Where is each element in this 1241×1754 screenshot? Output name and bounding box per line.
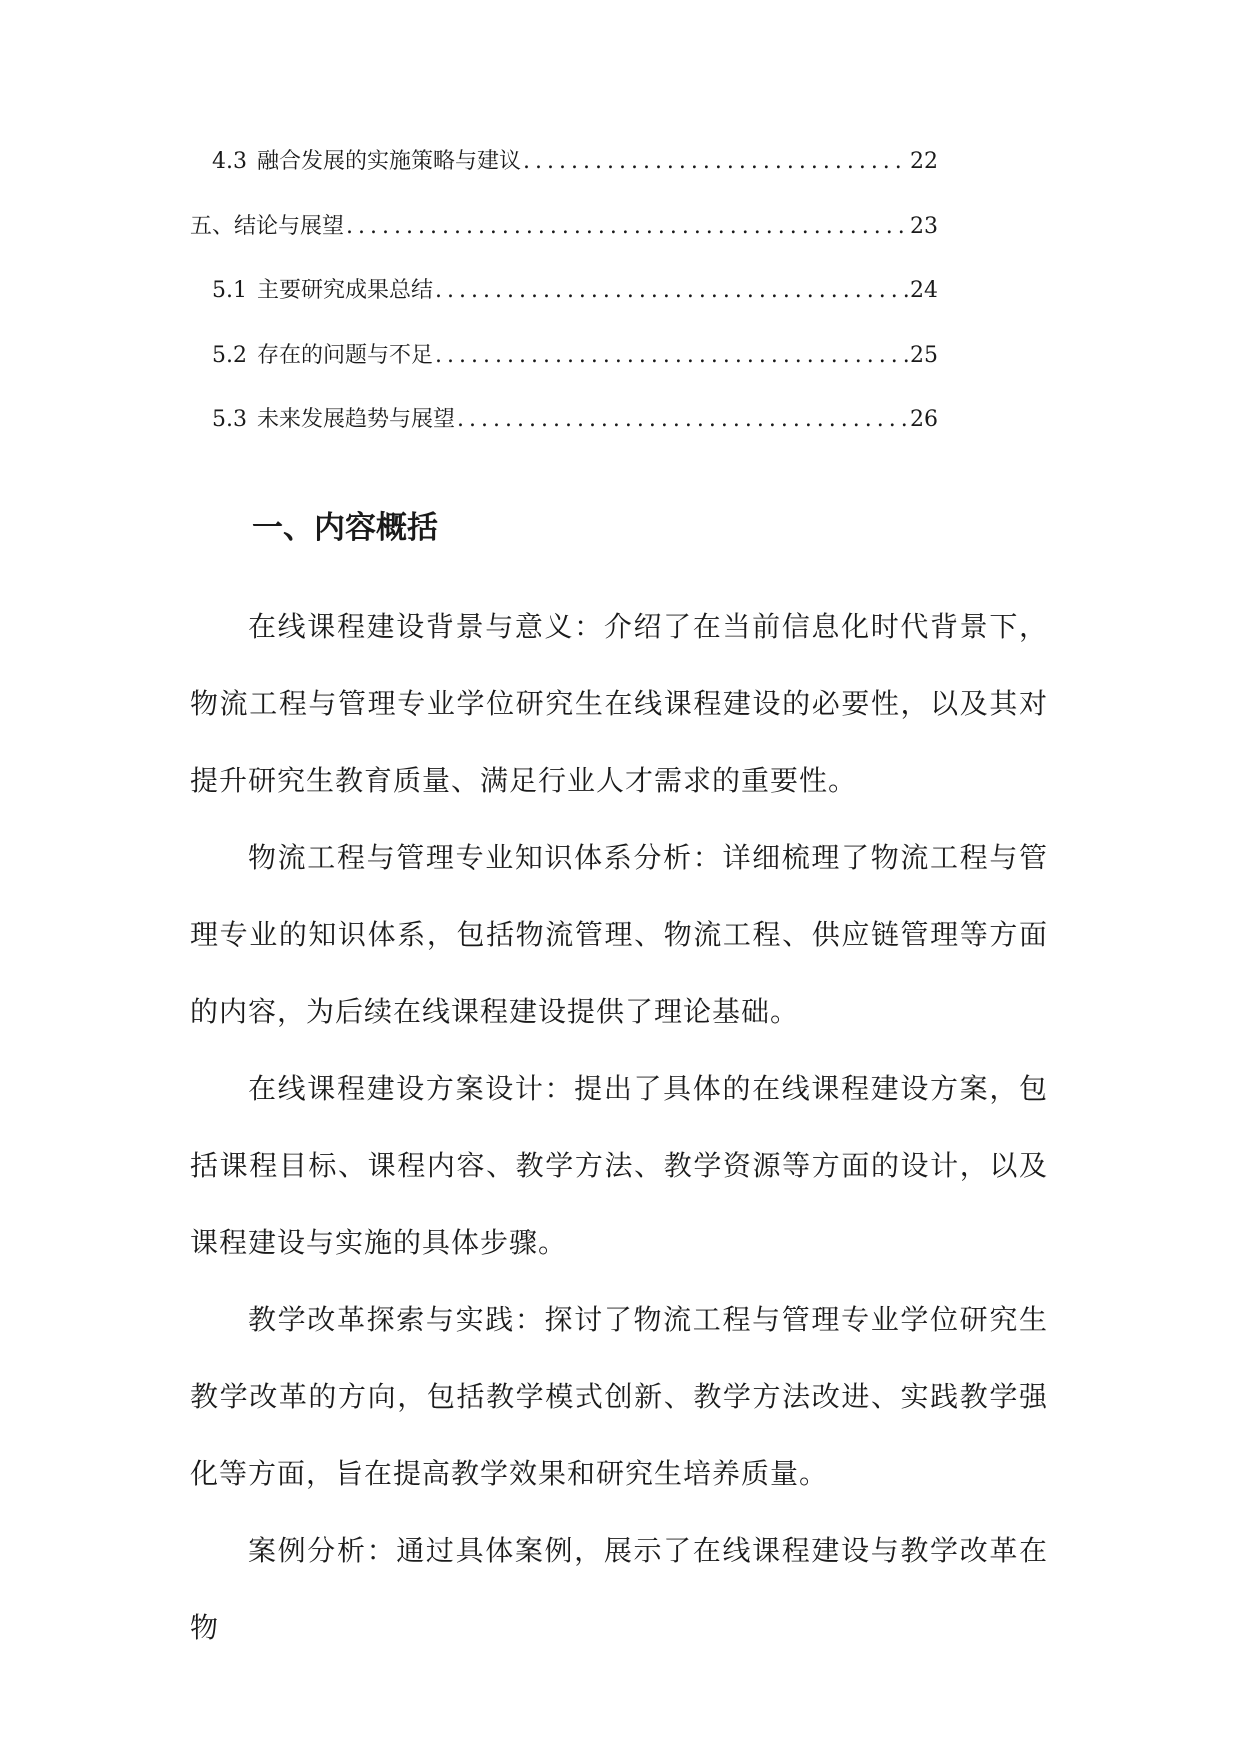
toc-entry[interactable] xyxy=(190,406,940,471)
toc-entry-number: 5.3 xyxy=(212,407,247,432)
toc-entry[interactable] xyxy=(190,213,940,278)
toc-entry-page: 25 xyxy=(910,342,938,368)
toc-entry-number: 4.3 xyxy=(212,149,247,174)
toc-dot-leader xyxy=(523,148,908,176)
toc-entry-page: 23 xyxy=(910,213,938,239)
table-of-contents xyxy=(190,148,940,471)
body-paragraph: 教学改革探索与实践：探讨了物流工程与管理专业学位研究生教学改革的方向，包括教学模式创新、教学方法改进、实践教学强化等方面，旨在提高教学效果和研究生培养质量。 xyxy=(190,1303,1048,1490)
toc-entry-number: 5.2 xyxy=(212,342,247,368)
body-paragraph: 物流工程与管理专业知识体系分析：详细梳理了物流工程与管理专业的知识体系，包括物流管理、物流工程、供应链管理等方面的内容，为后续在线课程建设提供了理论基础。 xyxy=(190,841,1048,1028)
toc-entry-page: 26 xyxy=(910,407,938,432)
toc-entry-title: 存在的问题与不足 xyxy=(257,342,434,368)
toc-dot-leader xyxy=(457,406,908,434)
body-paragraph: 案例分析：通过具体案例，展示了在线课程建设与教学改革在物 xyxy=(190,1534,1048,1644)
toc-entry-title: 未来发展趋势与展望 xyxy=(257,407,456,432)
toc-entry-page: 22 xyxy=(910,149,938,174)
toc-entry[interactable] xyxy=(190,148,940,213)
toc-entry-title: 融合发展的实施策略与建议 xyxy=(257,149,522,174)
toc-entry[interactable] xyxy=(190,342,940,407)
toc-entry-title: 主要研究成果总结 xyxy=(257,278,434,303)
section-heading: 一、内容概括 xyxy=(252,510,438,546)
toc-entry-page: 24 xyxy=(910,278,938,303)
body-paragraph: 在线课程建设背景与意义：介绍了在当前信息化时代背景下，物流工程与管理专业学位研究生在线课程建设的必要性，以及其对提升研究生教育质量、满足行业人才需求的重要性。 xyxy=(190,610,1048,797)
toc-entry-title: 五、结论与展望 xyxy=(190,213,345,239)
toc-dot-leader xyxy=(435,342,908,370)
toc-dot-leader xyxy=(435,277,908,305)
toc-entry-number: 5.1 xyxy=(212,278,247,303)
toc-dot-leader xyxy=(346,213,908,241)
body-paragraph: 在线课程建设方案设计：提出了具体的在线课程建设方案，包括课程目标、课程内容、教学方法、教学资源等方面的设计，以及课程建设与实施的具体步骤。 xyxy=(190,1072,1048,1259)
section-body xyxy=(190,588,1048,1666)
toc-entry[interactable] xyxy=(190,277,940,342)
